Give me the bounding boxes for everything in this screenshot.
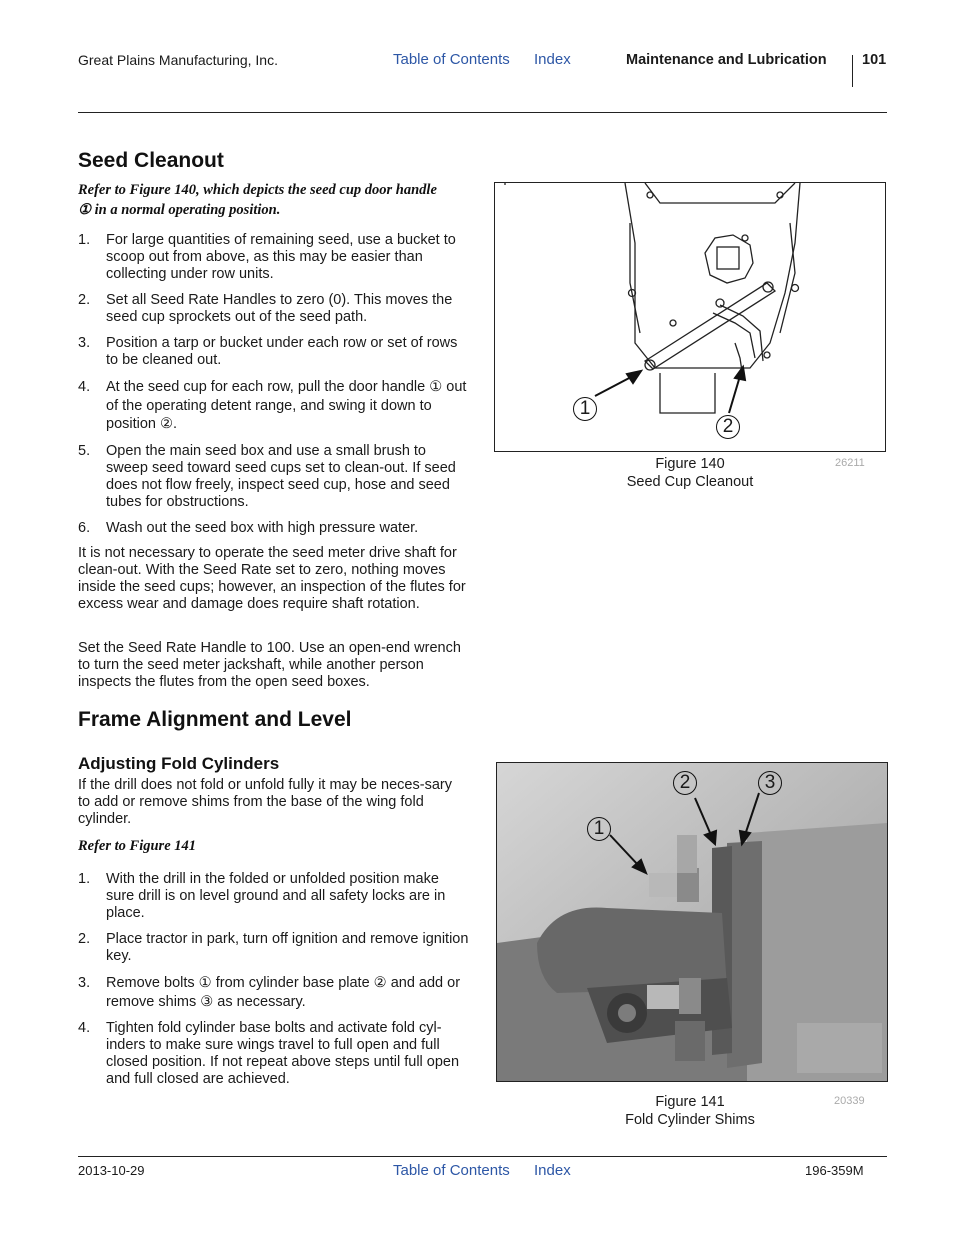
step-number: 3. [78,975,91,991]
clean-out-shaft-paragraph: It is not necessary to operate the seed meter drive shaft for clean-out. With the Seed Rate set to zero, nothing moves inside the seed cups; however, an inspection of the flutes for excess wear and damage does require shaft rotation. [78,545,466,612]
list-item [78,232,468,283]
figure-141-title: Fold Cylinder Shims [625,1112,755,1128]
step-text: At the seed cup for each row, pull the door handle ① out of the operating detent range, and swing it down to position ②. [106,379,467,432]
list-item [78,335,468,369]
figure-141-number: Figure 141 [655,1094,725,1110]
figure-140-caption [590,455,790,491]
figure-140-id: 26211 [835,457,865,469]
callout-1 [587,817,611,841]
step-number: 1. [78,232,91,248]
reference-line-1: Refer to Figure 140, which depicts the seed cup door handle [78,182,437,198]
figure-141-id: 20339 [834,1095,865,1107]
figure-140-title: Seed Cup Cleanout [626,474,754,490]
step-number: 6. [78,519,91,536]
index-link-header[interactable]: Index [534,51,571,68]
frame-alignment-heading: Frame Alignment and Level [78,708,352,731]
seed-cleanout-heading: Seed Cleanout [78,149,224,172]
section-title: Maintenance and Lubrication [626,52,827,68]
toc-link-footer[interactable]: Table of Contents [393,1162,510,1179]
step-number: 2. [78,931,91,947]
step-text: Open the main seed box and use a small brush to sweep seed toward seed cups set to clean-out. If seed does not flow freely, inspect seed cup, hose and seed tubes for obstructions. [106,442,456,510]
step-text: For large quantities of remaining seed, use a bucket to scoop out from above, as this may be easier than collecting under row units. [106,232,456,282]
list-item [78,443,468,511]
page-number: 101 [862,52,887,68]
callout-1-label: 1 [573,397,597,421]
company-name: Great Plains Manufacturing, Inc. [78,52,278,68]
callout-3-label: 3 [758,771,782,795]
figure-141-reference: Refer to Figure 141 [78,838,197,854]
fold-cylinders-intro: If the drill does not fold or unfold fully it may be neces-sary to add or remove shims from the base of the wing fold cylinder. [78,777,452,827]
seed-cleanout-reference [78,180,473,220]
callout-2 [673,771,697,795]
step-number: 1. [78,871,91,887]
toc-link-header[interactable]: Table of Contents [393,51,510,68]
step-number: 4. [78,1020,91,1036]
seed-cleanout-steps [78,232,468,546]
reference-line-2: ① in a normal operating position. [78,202,281,218]
fold-cylinder-steps [78,871,470,1097]
step-number: 2. [78,292,91,308]
callout-1-label: 1 [587,817,611,841]
seed-cup-line-drawing [495,183,885,451]
callout-3 [758,771,782,795]
fold-cylinder-photo-drawing [497,763,887,1081]
list-item [78,1020,470,1088]
step-text: Remove bolts ① from cylinder base plate ② and add or remove shims ③ as necessary. [106,975,461,1010]
step-number: 3. [78,335,91,351]
list-item [78,871,470,922]
step-text: Wash out the seed box with high pressure water. [106,519,419,536]
step-text: Set all Seed Rate Handles to zero (0). This moves the seed cup sprockets out of the seed path. [106,292,453,325]
list-item [78,520,468,537]
step-number: 4. [78,379,91,395]
header-rule [78,112,887,113]
seed-rate-handle-paragraph: Set the Seed Rate Handle to 100. Use an open-end wrench to turn the seed meter jackshaft, while another person inspects the flutes from the open seed boxes. [78,640,461,690]
list-item [78,378,468,434]
step-text: With the drill in the folded or unfolded position make sure drill is on level ground and all safety locks are in place. [106,871,446,921]
callout-2-label: 2 [716,415,740,439]
figure-140-number: Figure 140 [655,456,725,472]
revision-date: 2013-10-29 [78,1163,145,1178]
index-link-footer[interactable]: Index [534,1162,571,1179]
step-text: Position a tarp or bucket under each row or set of rows to be cleaned out. [106,335,458,368]
figure-141-fold-cylinder-photo [496,762,888,1082]
list-item [78,292,468,326]
callout-2 [716,415,740,439]
callout-1 [573,397,597,421]
callout-2-label: 2 [673,771,697,795]
list-item [78,974,470,1011]
footer-rule [78,1156,887,1157]
step-number: 5. [78,442,91,459]
step-text: Place tractor in park, turn off ignition and remove ignition key. [106,931,469,964]
header-divider [852,55,853,87]
figure-141-caption [590,1093,790,1129]
adjusting-fold-cylinders-heading: Adjusting Fold Cylinders [78,754,280,773]
figure-140-seed-cup-diagram [494,182,886,452]
step-text: Tighten fold cylinder base bolts and activate fold cyl-inders to make sure wings travel to full open and full closed position. If not repeat above steps until full open and full closed are achieved. [106,1020,460,1087]
list-item [78,931,470,965]
document-number: 196-359M [805,1163,864,1178]
